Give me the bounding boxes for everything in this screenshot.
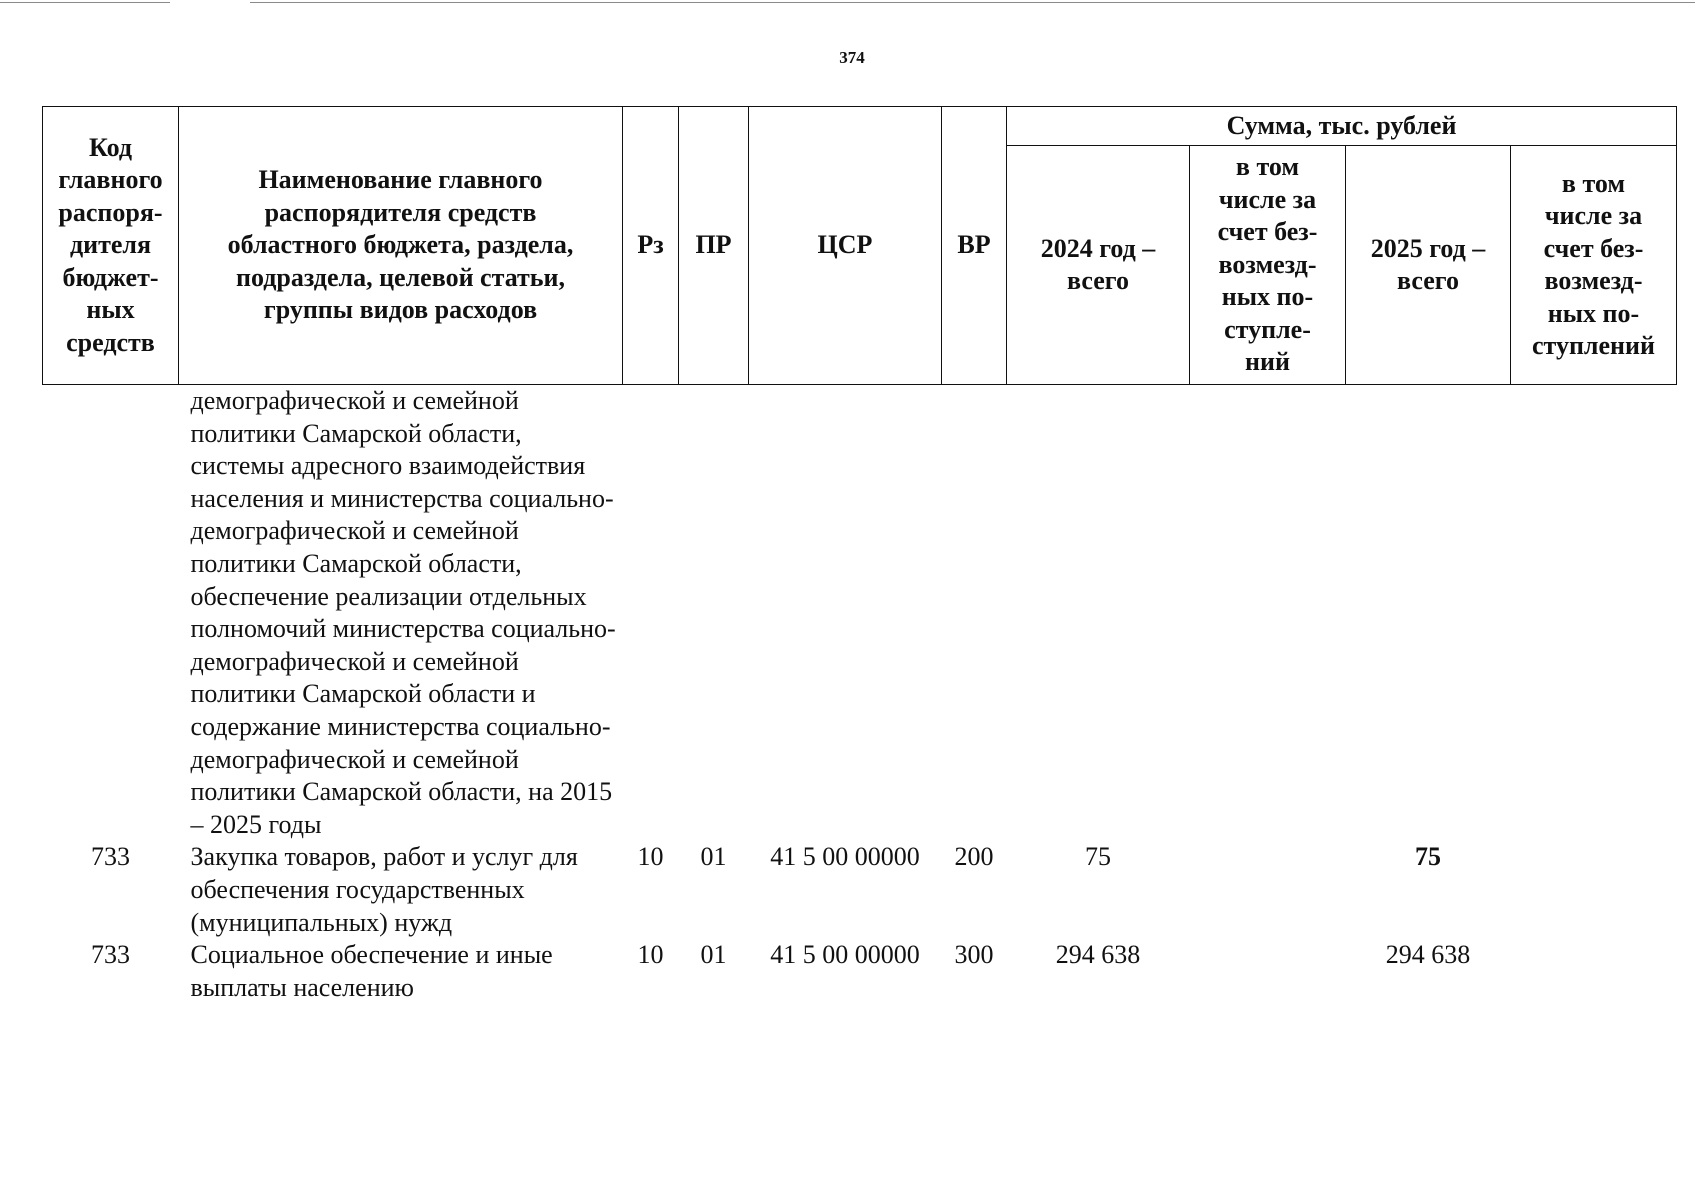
cell-pr: [679, 385, 749, 842]
cell-code: 733: [91, 940, 130, 970]
cell-rz: [623, 385, 679, 842]
cell-2025-free: [1511, 841, 1677, 939]
table-row: [43, 841, 1677, 939]
cell-pr: 01: [700, 842, 727, 872]
header-name: Наименование главного распорядителя средств областного бюджета, раздела, подраздела, целевой статьи, группы видов расходов: [179, 107, 623, 385]
header-2024-total: 2024 год – всего: [1007, 146, 1190, 385]
header-pr: ПР: [679, 107, 749, 385]
budget-table: [42, 106, 1677, 1004]
table-row: [43, 939, 1677, 1004]
cell-code: [43, 385, 179, 842]
header-csr: ЦСР: [749, 107, 942, 385]
cell-name: Социальное обеспечение и иные выплаты населению: [190, 940, 553, 1002]
header-sum: Сумма, тыс. рублей: [1007, 107, 1677, 146]
cell-rz: 10: [637, 940, 664, 970]
header-2025-free: в том числе за счет без- возмезд- ных по- ступлений: [1511, 146, 1677, 385]
cell-2024-total: 294 638: [1055, 940, 1141, 970]
cell-csr: 41 5 00 00000: [770, 842, 920, 872]
page-number: 374: [839, 48, 865, 67]
cell-2024-free: [1190, 939, 1346, 1004]
cell-2025-total: 75: [1415, 842, 1441, 872]
cell-2025-total: 294 638: [1385, 940, 1471, 970]
cell-csr: [749, 385, 942, 842]
table-row: [43, 385, 1677, 842]
cell-pr: 01: [700, 940, 727, 970]
scan-edge-line: [0, 2, 170, 3]
cell-2024-total: [1007, 385, 1190, 842]
cell-code: 733: [91, 842, 130, 872]
cell-2024-free: [1190, 385, 1346, 842]
scan-edge-line: [250, 2, 1410, 3]
cell-vr: [942, 385, 1007, 842]
scan-edge-line: [1395, 2, 1695, 3]
cell-name: демографической и семейной политики Самарской области, системы адресного взаимодействия населения и министерства социально-демографической и семейной политики Самарской области, обеспечение реализации отдельных полномочий министерства социально-демографической и семейной политики Самарской области и содержание министерства социально-демографической и семейной политики Самарской области, на 2015 – 2025 годы: [190, 386, 616, 839]
cell-2024-total: 75: [1085, 842, 1111, 872]
cell-name: Закупка товаров, работ и услуг для обеспечения государственных (муниципальных) нужд: [190, 842, 578, 937]
header-2024-free: в том числе за счет без- возмезд- ных по- ступле- ний: [1190, 146, 1346, 385]
cell-vr: 200: [954, 842, 994, 872]
cell-2024-free: [1190, 841, 1346, 939]
header-code: Код главного распоря- дителя бюджет- ных средств: [43, 107, 179, 385]
cell-2025-total: [1346, 385, 1511, 842]
cell-vr: 300: [954, 940, 994, 970]
cell-2025-free: [1511, 385, 1677, 842]
header-rz: Рз: [623, 107, 679, 385]
cell-csr: 41 5 00 00000: [770, 940, 920, 970]
header-vr: ВР: [942, 107, 1007, 385]
cell-rz: 10: [637, 842, 664, 872]
header-2025-total: 2025 год – всего: [1346, 146, 1511, 385]
cell-2025-free: [1511, 939, 1677, 1004]
